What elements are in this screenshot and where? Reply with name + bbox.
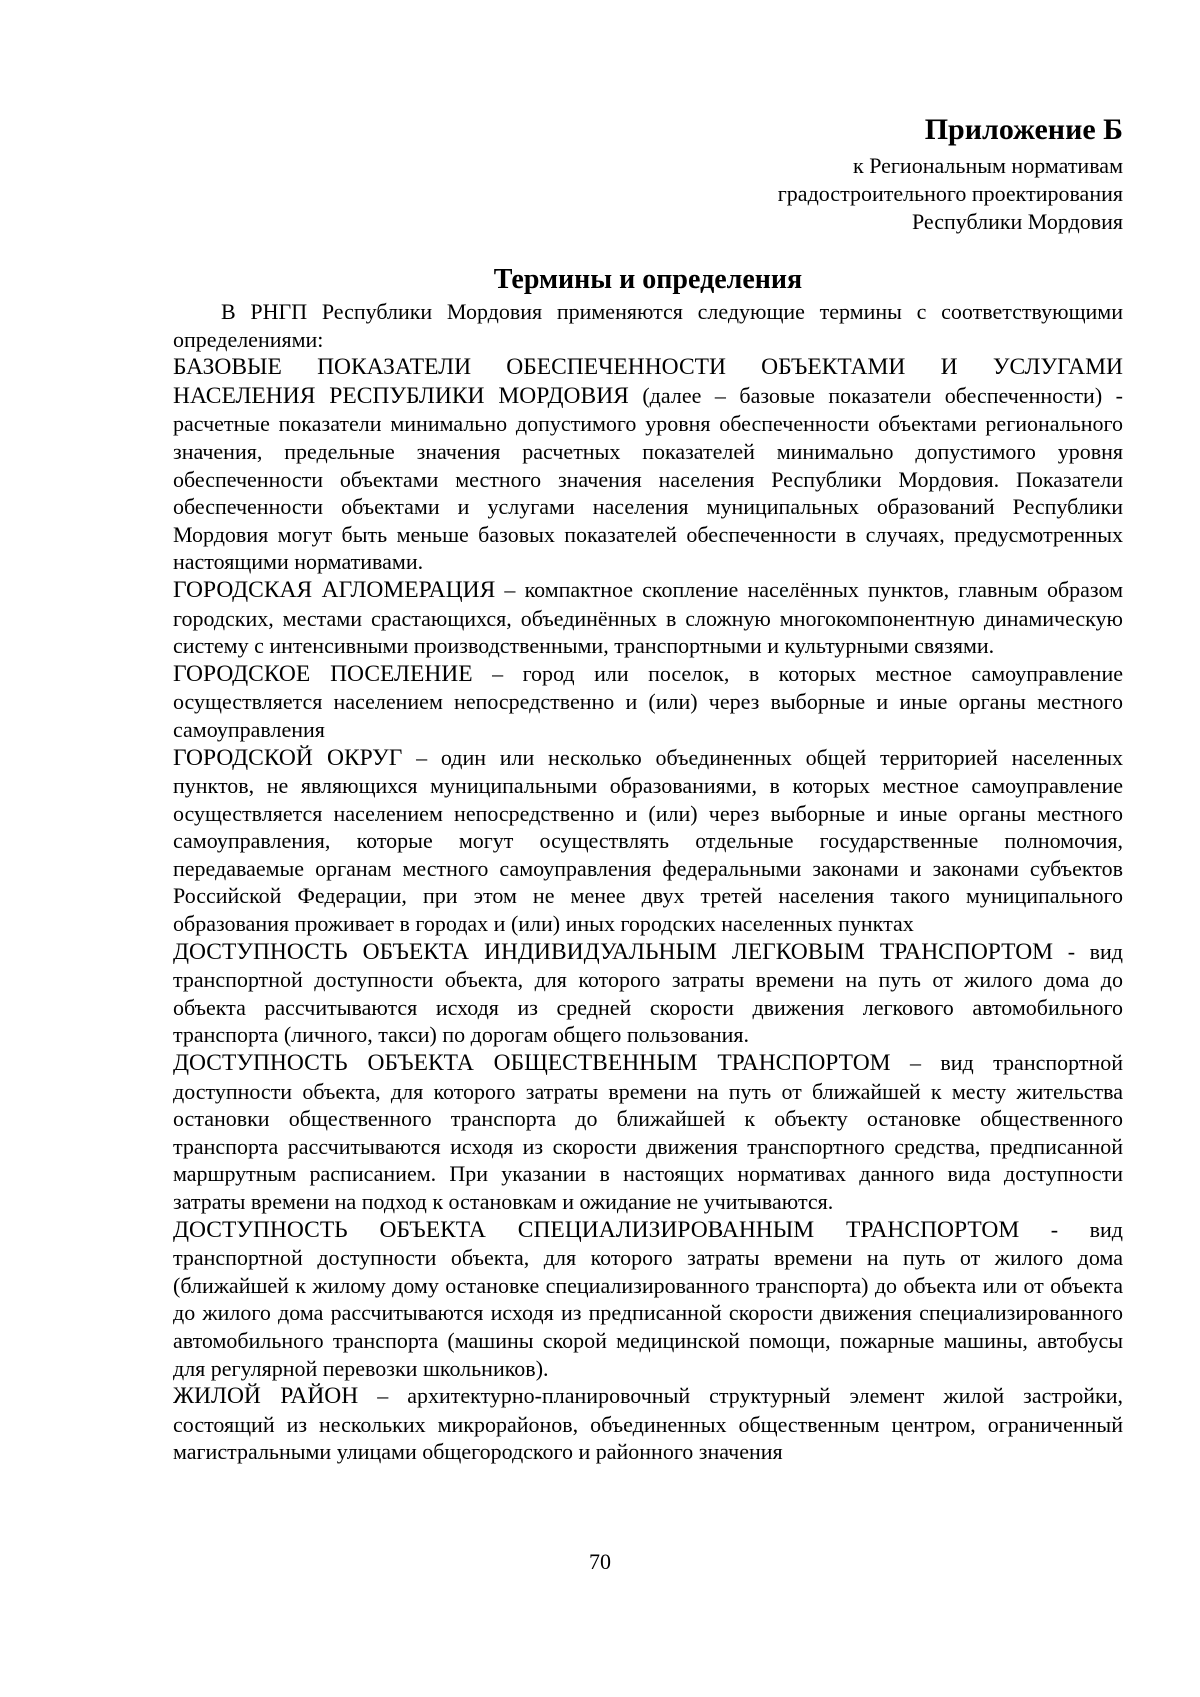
term-name: ДОСТУПНОСТЬ ОБЪЕКТА ОБЩЕСТВЕННЫМ ТРАНСПОРТОМ: [173, 1050, 891, 1077]
term-name: ЖИЛОЙ РАЙОН: [173, 1383, 359, 1410]
appendix-subtitle-line: Республики Мордовия: [911, 209, 1123, 234]
term-name: БАЗОВЫЕ ПОКАЗАТЕЛИ ОБЕСПЕЧЕННОСТИ ОБЪЕКТАМИ И УСЛУГАМИ НАСЕЛЕНИЯ РЕСПУБЛИКИ МОРДОВИЯ: [173, 354, 1123, 409]
term-entry: [173, 1382, 1123, 1466]
term-entry: [173, 938, 1123, 1049]
term-definition: – компактное скопление населённых пунктов, главным образом городских, местами срастающихся, объединённых в сложную многокомпонентную динамическую систему с интенсивными производственными, транспортными и культурными связями.: [173, 576, 1123, 659]
term-entry: [173, 744, 1123, 938]
term-definition: - вид транспортной доступности объекта, для которого затраты времени на путь от жилого дома (ближайшей к жилому дому остановке специализированного транспорта) до объекта или от объекта до жилого дома рассчитываются исходя из предписанной скорости движения специализированного автомобильного транспорта (машины скорой медицинской помощи, пожарные машины, автобусы для регулярной перевозки школьников).: [173, 1216, 1123, 1381]
document-page: [173, 108, 1123, 1466]
term-name: ГОРОДСКАЯ АГЛОМЕРАЦИЯ: [173, 576, 496, 603]
page-number: 70: [589, 1549, 611, 1574]
term-definition: – архитектурно-планировочный структурный элемент жилой застройки, состоящий из нескольких микрорайонов, объединенных общественным центром, ограниченный магистральными улицами общегородского и районного значения: [173, 1383, 1124, 1465]
term-entry: [173, 660, 1123, 744]
term-entry: [173, 353, 1123, 576]
term-definition: – город или поселок, в которых местное самоуправление осуществляется населением непосредственно и (или) через выборные и иные органы местного самоуправления: [173, 660, 1123, 742]
term-definition: – вид транспортной доступности объекта, для которого затраты времени на путь от ближайшей к месту жительства остановки общественного транспорта до ближайшей к объекту остановке общественного транспорта рассчитываются исходя из скорости движения транспортного средства, предписанной маршрутным расписанием. При указании в настоящих нормативах данного вида доступности затраты времени на подход к остановкам и ожидание не учитываются.: [173, 1050, 1123, 1214]
intro-paragraph: В РНГП Республики Мордовия применяются следующие термины с соответствующими определениями:: [173, 299, 1123, 352]
appendix-header: [173, 108, 1123, 236]
term-definition: - вид транспортной доступности объекта, для которого затраты времени на путь от жилого дома до объекта рассчитываются исходя из средней скорости движения легкового автомобильного транспорта (личного, такси) по дорогам общего пользования.: [173, 938, 1123, 1048]
term-name: ГОРОДСКОЙ ОКРУГ: [173, 744, 403, 771]
term-entry: [173, 576, 1123, 660]
appendix-subtitle-line: к Региональным нормативам: [853, 153, 1123, 178]
term-definition: – один или несколько объединенных общей территорией населенных пунктов, не являющихся муниципальными образованиями, в которых местное самоуправление осуществляется населением непосредственно и (или) через выборные и иные органы местного самоуправления, которые могут осуществлять отдельные государственные полномочия, передаваемые органам местного самоуправления федеральными законами и законами субъектов Российской Федерации, при этом не менее двух третей населения такого муниципального образования проживает в городах и (или) иных городских населенных пунктах: [173, 744, 1123, 937]
term-entry: [173, 1216, 1123, 1383]
term-name: ДОСТУПНОСТЬ ОБЪЕКТА СПЕЦИАЛИЗИРОВАННЫМ ТРАНСПОРТОМ: [173, 1216, 1020, 1243]
term-entry: [173, 1049, 1123, 1216]
appendix-subtitle-line: градостроительного проектирования: [777, 181, 1123, 206]
appendix-title: Приложение Б: [924, 113, 1123, 146]
term-name: ГОРОДСКОЕ ПОСЕЛЕНИЕ: [173, 660, 473, 687]
document-title: Термины и определения: [493, 264, 803, 295]
term-name: ДОСТУПНОСТЬ ОБЪЕКТА ИНДИВИДУАЛЬНЫМ ЛЕГКОВЫМ ТРАНСПОРТОМ: [173, 938, 1054, 965]
term-definition: (далее – базовые показатели обеспеченности) - расчетные показатели минимально допустимого уровня обеспеченности объектами регионального значения, предельные значения расчетных показателей минимально допустимого уровня обеспеченности объектами местного значения населения Республики Мордовия. Показатели обеспеченности объектами и услугами населения муниципальных образований Республики Мордовия могут быть меньше базовых показателей обеспеченности в случаях, предусмотренных настоящими нормативами.: [173, 382, 1123, 575]
